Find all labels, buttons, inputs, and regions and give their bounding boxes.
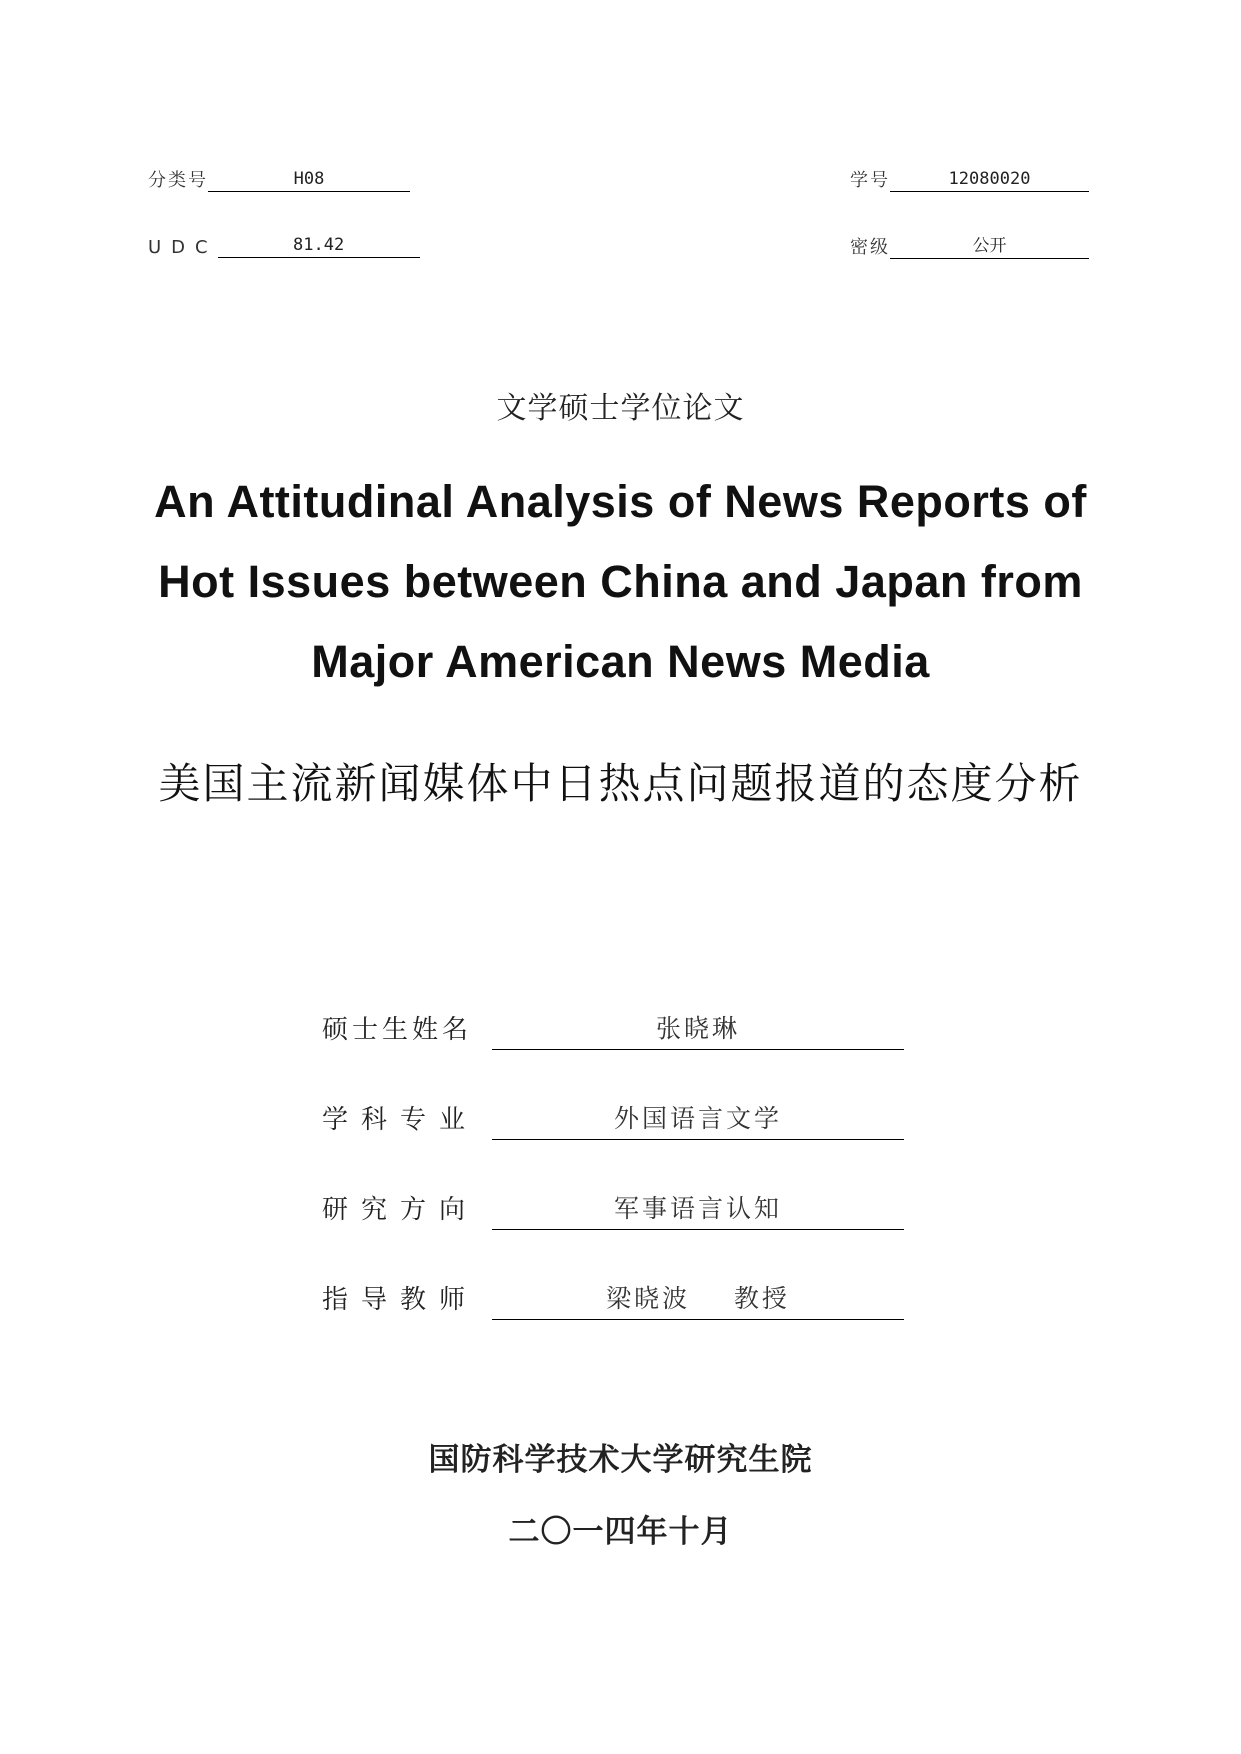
english-title: An Attitudinal Analysis of News Reports of Hot Issues between China and Japan from Major American News Media [154,476,1087,687]
supervisor-row [322,1276,904,1320]
security-label: 密级 [850,237,890,258]
classification-field [148,166,410,192]
major-value: 外国语言文学 [492,1099,904,1140]
security-value: 公开 [890,234,1089,259]
student-number-value: 12080020 [890,167,1089,192]
degree-type: 文学硕士学位论文 [496,391,745,426]
student-name-row [322,1006,904,1050]
classification-value: H08 [208,167,410,192]
student-name-label: 硕士生姓名 [322,1015,473,1045]
udc-field [148,233,420,258]
supervisor-value: 梁晓波 教授 [492,1279,904,1320]
supervisor-label: 指导教师 [322,1285,479,1315]
major-label: 学科专业 [322,1105,479,1135]
research-direction-value: 军事语言认知 [492,1189,904,1230]
student-number-field [850,166,1089,192]
student-name-value: 张晓琳 [492,1009,904,1050]
research-direction-label: 研究方向 [322,1195,479,1225]
research-direction-row [322,1186,904,1230]
major-row [322,1096,904,1140]
student-number-label: 学号 [850,170,890,191]
udc-label: UDC [148,237,218,258]
date: 二〇一四年十月 [508,1514,733,1550]
institution: 国防科学技术大学研究生院 [428,1442,813,1478]
security-field [850,233,1089,259]
chinese-title: 美国主流新闻媒体中日热点问题报道的态度分析 [158,759,1083,808]
udc-value: 81.42 [218,233,420,258]
classification-label: 分类号 [148,170,208,191]
